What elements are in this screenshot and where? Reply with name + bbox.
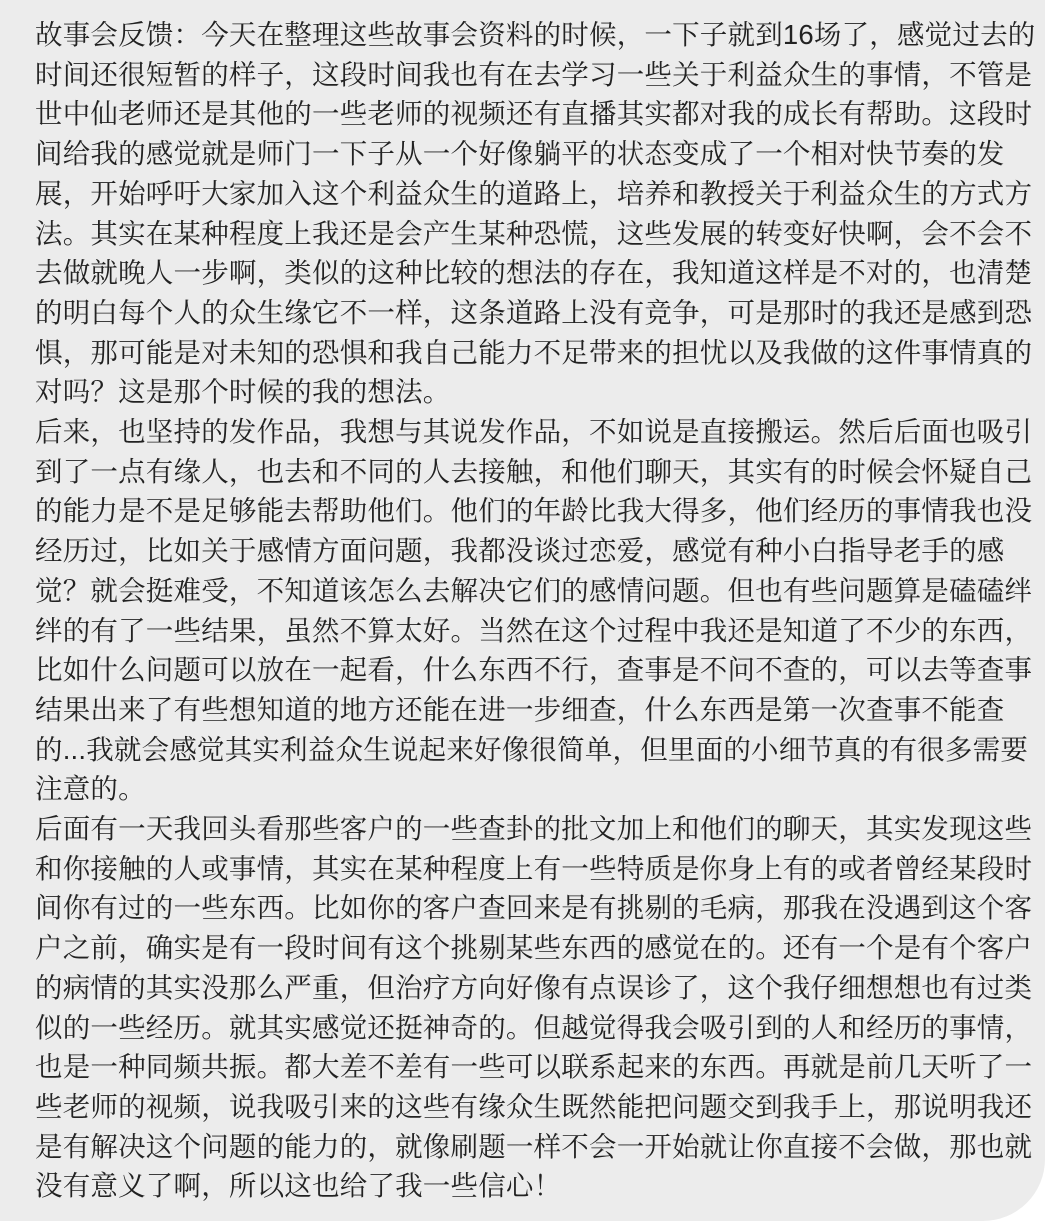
text-line: 觉？就会挺难受，不知道该怎么去解决它们的感情问题。但也有些问题算是磕磕绊 [35, 574, 1033, 606]
text-line: 的明白每个人的众生缘它不一样，这条道路上没有竞争，可是那时的我还是感到恐 [35, 296, 1033, 328]
text-line: 些老师的视频，说我吸引来的这些有缘众生既然能把问题交到我手上，那说明我还 [35, 1090, 1033, 1122]
text-line: 的病情的其实没那么严重，但治疗方向好像有点误诊了，这个我仔细想想也有过类 [35, 971, 1033, 1003]
text-line: 世中仙老师还是其他的一些老师的视频还有直播其实都对我的成长有帮助。这段时 [35, 98, 1033, 130]
text-line: 后来，也坚持的发作品，我想与其说发作品，不如说是直接搬运。然后后面也吸引 [35, 416, 1033, 448]
text-line: 到了一点有缘人，也去和不同的人去接触，和他们聊天，其实有的时候会怀疑自己 [35, 455, 1033, 487]
text-line: 故事会反馈：今天在整理这些故事会资料的时候，一下子就到16场了，感觉过去的 [35, 19, 1036, 50]
paragraph [35, 809, 1033, 1206]
text-line: 注意的。 [35, 773, 146, 805]
text-line: 惧，那可能是对未知的恐惧和我自己能力不足带来的担忧以及我做的这件事情真的 [35, 336, 1033, 368]
text-line: 法。其实在某种程度上我还是会产生某种恐慌，这些发展的转变好快啊，会不会不 [35, 217, 1033, 249]
text-line: 户之前，确实是有一段时间有这个挑剔某些东西的感觉在的。还有一个是有个客户 [35, 932, 1033, 964]
text-line: 比如什么问题可以放在一起看，什么东西不行，查事是不问不查的，可以去等查事 [35, 654, 1033, 686]
text-line: 去做就晚人一步啊，类似的这种比较的想法的存在，我知道这样是不对的，也清楚 [35, 257, 1033, 289]
text-line: 也是一种同频共振。都大差不差有一些可以联系起来的东西。再就是前几天听了一 [35, 1051, 1033, 1083]
text-line: 后面有一天我回头看那些客户的一些查卦的批文加上和他们的聊天，其实发现这些 [35, 813, 1033, 845]
text-line: 绊的有了一些结果，虽然不算太好。当然在这个过程中我还是知道了不少的东西， [35, 614, 1033, 646]
text-line: 是有解决这个问题的能力的，就像刷题一样不会一开始就让你直接不会做，那也就 [35, 1130, 1033, 1162]
message-text [35, 15, 1036, 1206]
text-line: 展，开始呼吁大家加入这个利益众生的道路上，培养和教授关于利益众生的方式方 [35, 177, 1033, 209]
text-line: 结果出来了有些想知道的地方还能在进一步细查，什么东西是第一次查事不能查 [35, 693, 1005, 725]
text-line: 时间还很短暂的样子，这段时间我也有在去学习一些关于利益众生的事情，不管是 [35, 58, 1033, 90]
text-line: 没有意义了啊，所以这也给了我一些信心！ [35, 1170, 562, 1202]
text-line: 间给我的感觉就是师门一下子从一个好像躺平的状态变成了一个相对快节奏的发 [35, 138, 1005, 170]
paragraph [35, 15, 1036, 412]
text-line: 经历过，比如关于感情方面问题，我都没谈过恋爱，感觉有种小白指导老手的感 [35, 535, 1005, 567]
text-line: 似的一些经历。就其实感觉还挺神奇的。但越觉得我会吸引到的人和经历的事情， [35, 1011, 1033, 1043]
text-line: 的...我就会感觉其实利益众生说起来好像很简单，但里面的小细节真的有很多需要 [35, 733, 1029, 765]
text-line: 和你接触的人或事情，其实在某种程度上有一些特质是你身上有的或者曾经某段时 [35, 852, 1033, 884]
paragraph [35, 412, 1033, 809]
text-line: 对吗？这是那个时候的我的想法。 [35, 376, 451, 408]
text-line: 的能力是不是足够能去帮助他们。他们的年龄比我大得多，他们经历的事情我也没 [35, 495, 1033, 527]
text-line: 间你有过的一些东西。比如你的客户查回来是有挑剔的毛病，那我在没遇到这个客 [35, 892, 1033, 924]
